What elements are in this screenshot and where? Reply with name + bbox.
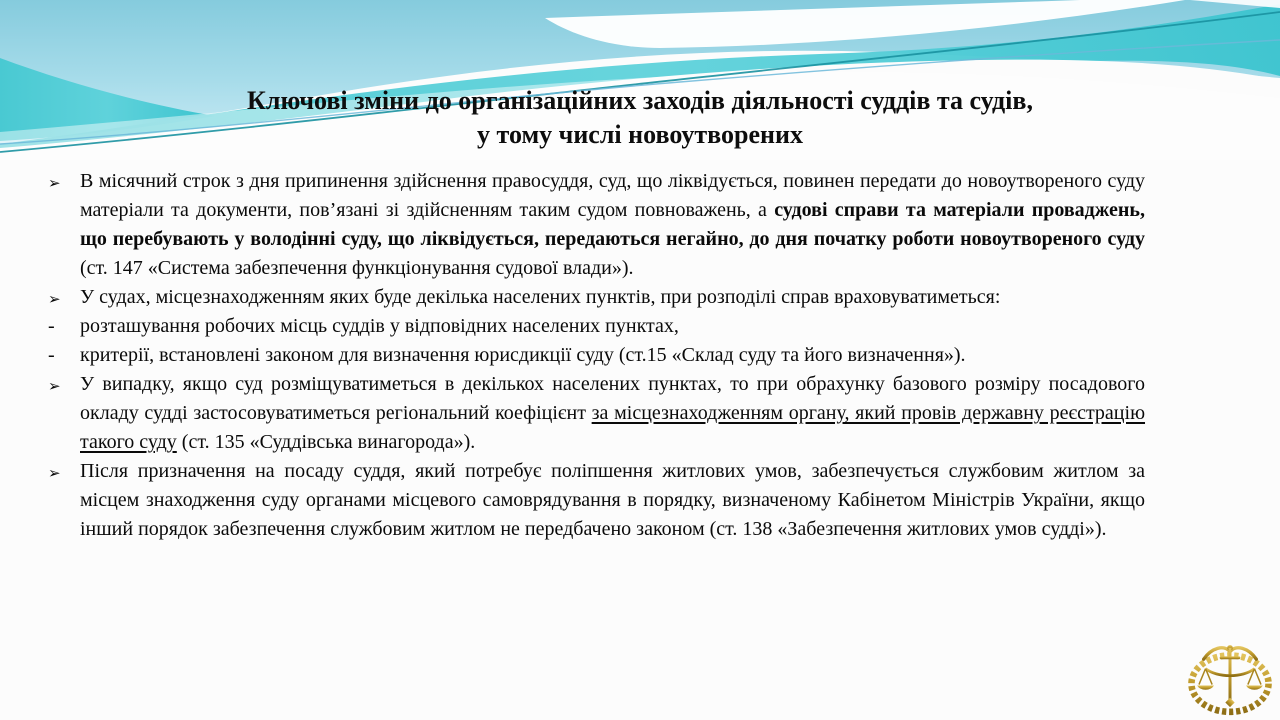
list-item — [48, 457, 1145, 544]
list-item — [48, 341, 1145, 370]
list-item — [48, 283, 1145, 312]
arrow-bullet-icon: ➢ — [48, 290, 61, 308]
item-text: критерії, встановлені законом для визначення юрисдикції суду (ст.15 «Склад суду та його визначення»). — [80, 344, 966, 366]
arrow-bullet-icon: ➢ — [48, 464, 61, 482]
list-item — [48, 167, 1145, 283]
bullet-list — [48, 167, 1145, 544]
arrow-bullet-icon: ➢ — [48, 174, 61, 192]
arrow-bullet-icon: ➢ — [48, 377, 61, 395]
item-text: У випадку, якщо суд розміщуватиметься в декількох населених пунктах, то при обрахунку базового розміру посадового окладу судді застосовуватиметься регіональний коефіцієнт за місцезнаходженням органу, який провів державну реєстрацію такого суду (ст. 135 «Суддівська винагорода»). — [80, 373, 1146, 453]
dash-marker: - — [48, 315, 55, 337]
list-item — [48, 370, 1145, 457]
slide-title — [40, 84, 1240, 152]
scales-of-justice-emblem-icon — [1183, 640, 1277, 716]
dash-marker: - — [48, 344, 55, 366]
item-text: В місячний строк з дня припинення здійснення правосуддя, суд, що ліквідується, повинен передати до новоутвореного суду матеріали та документи, пов’язані зі здійсненням таким судом повноважень, а судові справи та матеріали проваджень, що перебувають у володінні суду, що ліквідується, передаються негайно, до дня початку роботи новоутвореного суду (ст. 147 «Система забезпечення функціонування судової влади»). — [80, 170, 1145, 279]
slide-title-line2: у тому числі новоутворених — [477, 120, 803, 149]
item-text: У судах, місцезнаходженням яких буде декілька населених пунктів, при розподілі справ враховуватиметься: — [80, 286, 1001, 308]
item-text: Після призначення на посаду суддя, який потребує поліпшення житлових умов, забезпечується службовим житлом за місцем знаходження суду органами місцевого самоврядування в порядку, визначеному Кабінетом Міністрів України, якщо інший порядок забезпечення службовим житлом не передбачено законом (ст. 138 «Забезпечення житлових умов судді»). — [80, 460, 1145, 540]
slide-title-line1: Ключові зміни до організаційних заходів діяльності суддів та судів, — [247, 86, 1033, 115]
item-text: розташування робочих місць суддів у відповідних населених пунктах, — [80, 315, 679, 337]
list-item — [48, 312, 1145, 341]
